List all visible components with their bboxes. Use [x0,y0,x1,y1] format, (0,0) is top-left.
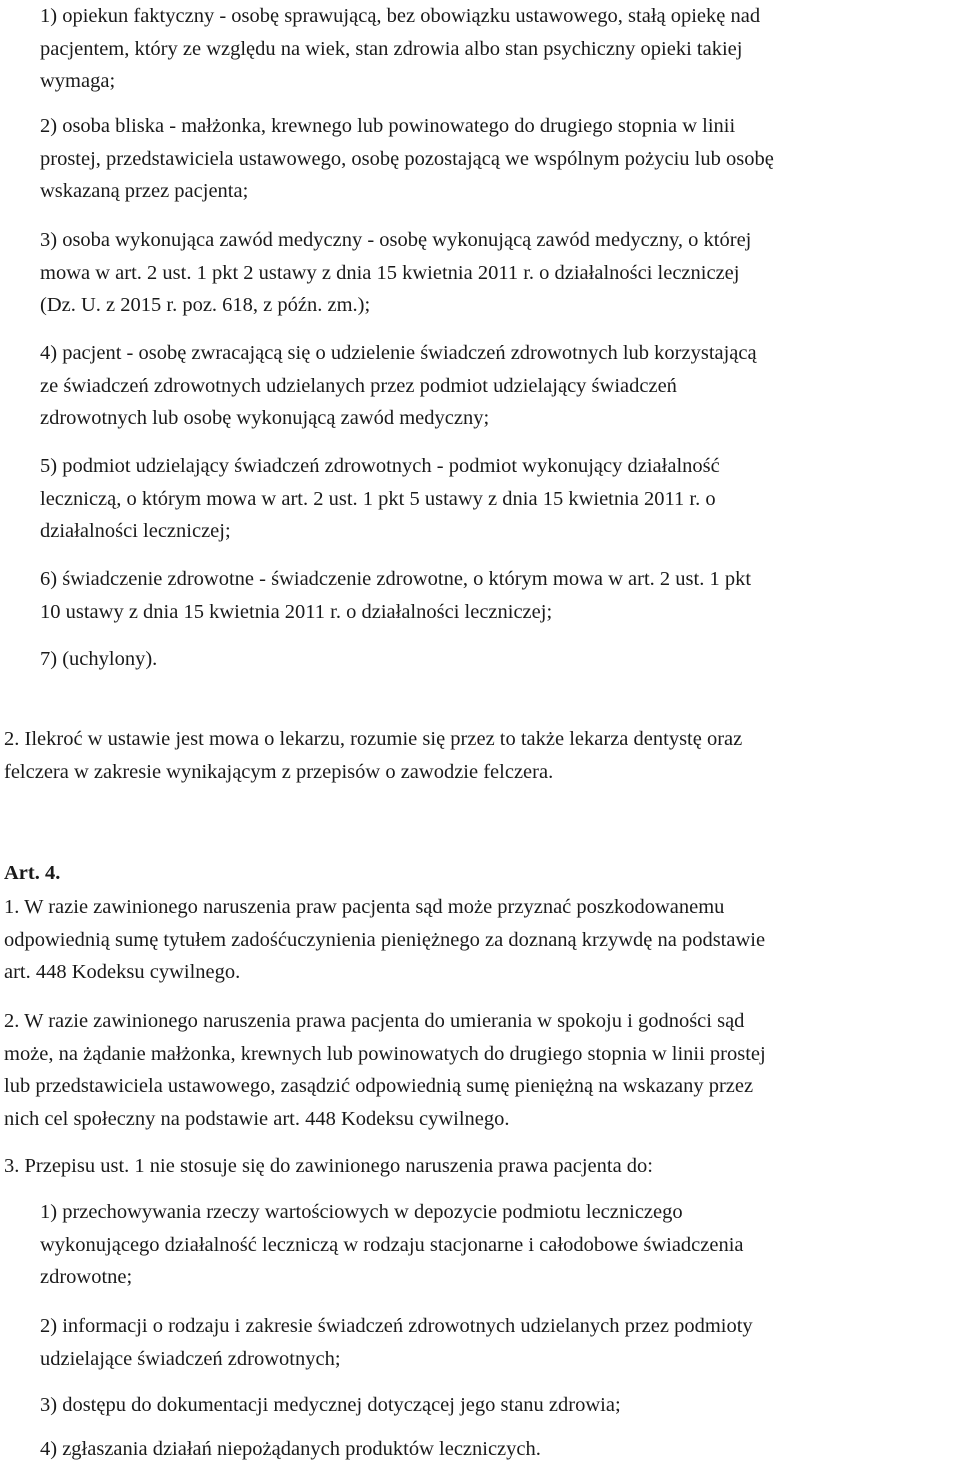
text-line: odpowiednią sumę tytułem zadośćuczynienia pieniężnego za doznaną krzywdę na podstawie [4,928,766,951]
text-line: prostej, przedstawiciela ustawowego, osobę pozostającą we wspólnym pożyciu lub osobę [40,147,774,170]
exception-item-1 [40,1196,744,1294]
text-line: 1) przechowywania rzeczy wartościowych w depozycie podmiotu leczniczego [40,1201,683,1223]
text-line: 7) (uchylony). [40,648,158,670]
text-line: 10 ustawy z dnia 15 kwietnia 2011 r. o działalności leczniczej; [40,600,553,623]
text-line: 4) zgłaszania działań niepożądanych produktów leczniczych. [40,1438,541,1460]
exception-item-4 [40,1433,541,1466]
text-line: mowa w art. 2 ust. 1 pkt 2 ustawy z dnia 15 kwietnia 2011 r. o działalności leczniczej [40,261,740,284]
text-line: 6) świadczenie zdrowotne - świadczenie zdrowotne, o którym mowa w art. 2 ust. 1 pkt [40,568,752,590]
text-line: leczniczą, o którym mowa w art. 2 ust. 1 pkt 5 ustawy z dnia 15 kwietnia 2011 r. o [40,487,716,510]
definition-uchylony [40,643,157,676]
text-line: felczera w zakresie wynikającym z przepisów o zawodzie felczera. [4,760,554,783]
definition-swiadczenie [40,563,751,628]
text-line: nich cel społeczny na podstawie art. 448 Kodeksu cywilnego. [4,1107,510,1130]
text-line: wskazaną przez pacjenta; [40,180,249,202]
text-line: zdrowotne; [40,1266,133,1288]
section-2-paragraph [4,723,742,788]
text-line: 1. W razie zawinionego naruszenia praw pacjenta sąd może przyznać poszkodowanemu [4,896,725,918]
text-line: 5) podmiot udzielający świadczeń zdrowotnych - podmiot wykonujący działalność [40,455,720,477]
text-line: art. 448 Kodeksu cywilnego. [4,961,241,983]
text-line: 1) opiekun faktyczny - osobę sprawującą, bez obowiązku ustawowego, stałą opiekę nad [40,5,761,27]
text-line: zdrowotnych lub osobę wykonującą zawód medyczny; [40,407,490,429]
text-line: może, na żądanie małżonka, krewnych lub powinowatych do drugiego stopnia w linii prostej [4,1042,766,1065]
text-line: 2) informacji o rodzaju i zakresie świadczeń zdrowotnych udzielanych przez podmioty [40,1315,753,1337]
text-line: wykonującego działalność leczniczą w rodzaju stacjonarne i całodobowe świadczenia [40,1233,744,1256]
text-line: 2. W razie zawinionego naruszenia prawa pacjenta do umierania w spokoju i godności sąd [4,1010,745,1032]
article-heading: Art. 4. [4,862,61,884]
exception-item-2 [40,1310,753,1375]
definition-opiekun-faktyczny [40,0,760,98]
text-line: udzielające świadczeń zdrowotnych; [40,1347,341,1370]
definition-osoba-wykonujaca-zawod [40,224,751,322]
text-line: lub przedstawiciela ustawowego, zasądzić odpowiednią sumę pieniężną na wskazany przez [4,1075,754,1097]
article-4-paragraph-2 [4,1005,766,1135]
definition-pacjent [40,337,757,435]
definition-osoba-bliska [40,110,774,208]
text-line: 3. Przepisu ust. 1 nie stosuje się do zawinionego naruszenia prawa pacjenta do: [4,1155,653,1177]
definition-podmiot [40,450,720,548]
text-line: 3) osoba wykonująca zawód medyczny - osobę wykonującą zawód medyczny, o której [40,229,752,251]
exception-item-3 [40,1389,621,1422]
text-line: działalności leczniczej; [40,520,231,542]
text-line: 3) dostępu do dokumentacji medycznej dotyczącej jego stanu zdrowia; [40,1394,621,1416]
text-line: 2) osoba bliska - małżonka, krewnego lub powinowatego do drugiego stopnia w linii [40,115,736,137]
text-line: 2. Ilekroć w ustawie jest mowa o lekarzu, rozumie się przez to także lekarza dentystę oraz [4,728,743,750]
article-4-paragraph-1 [4,891,765,989]
text-line: ze świadczeń zdrowotnych udzielanych przez podmiot udzielający świadczeń [40,374,677,397]
text-line: (Dz. U. z 2015 r. poz. 618, z późn. zm.); [40,294,371,316]
text-line: 4) pacjent - osobę zwracającą się o udzielenie świadczeń zdrowotnych lub korzystającą [40,342,757,364]
article-4-paragraph-3 [4,1150,653,1183]
text-line: wymaga; [40,70,116,92]
text-line: pacjentem, który ze względu na wiek, stan zdrowia albo stan psychiczny opieki takiej [40,37,743,60]
